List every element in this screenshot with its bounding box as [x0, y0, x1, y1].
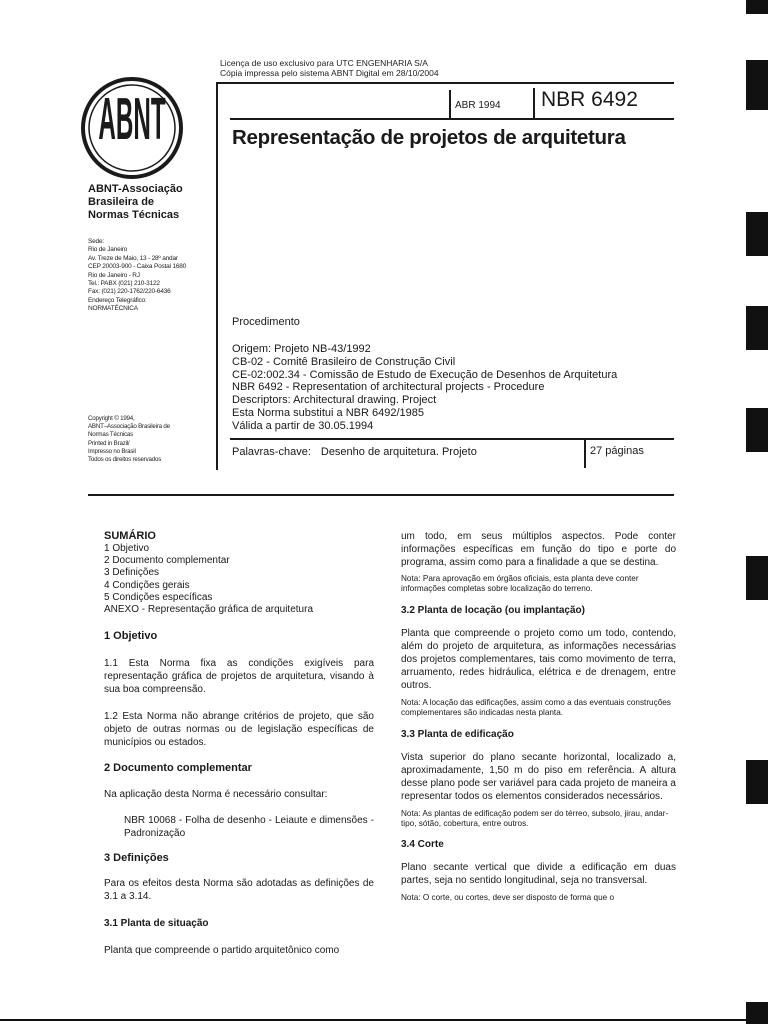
note: [401, 809, 676, 830]
keywords-rule: [230, 438, 674, 440]
copyright-line: Impresso no Brasil: [88, 447, 136, 455]
copyright-line: Normas Técnicas: [88, 431, 134, 439]
keywords-value: Desenho de arquitetura. Projeto: [320, 446, 477, 458]
paragraph: Vista superior do plano secante horizontal, localizado a, aproximadamente, 1,50 m do piso em referência. A altura desse plano pode ser variável para cada projeto de maneira a representar todos os elementos considerados necessários.: [401, 751, 676, 802]
toc-item: 1 Objetivo: [104, 543, 150, 554]
standard-number: NBR 6492: [541, 88, 638, 111]
contact-line: Fax: (021) 220-1762/220-6436: [88, 288, 171, 296]
note-label: Nota:: [401, 808, 421, 818]
contact-line: Sede:: [88, 238, 104, 245]
left-column: [104, 530, 374, 957]
scan-edge-mark: [746, 212, 768, 256]
page-bottom-rule: [0, 1019, 768, 1021]
section-heading: 1 Objetivo: [104, 630, 158, 643]
paragraph: Para os efeitos desta Norma são adotadas as definições de 3.1 a 3.14.: [104, 878, 374, 903]
scan-edge-mark: [746, 760, 768, 804]
note-label: Nota:: [401, 574, 421, 583]
subsection-heading: 3.4 Corte: [401, 839, 444, 851]
header-top-rule: [216, 82, 674, 84]
toc-item: 3 Definições: [104, 567, 160, 579]
origin-line: NBR 6492 - Representation of architectural projects - Procedure: [232, 381, 545, 394]
body-top-rule: [88, 494, 674, 496]
note-text: As plantas de edificação podem ser do térreo, subsolo, jirau, andar-tipo, sótão, cobertura, entre outros.: [401, 808, 669, 829]
toc-item: 4 Condições gerais: [104, 579, 190, 591]
document-type: Procedimento: [232, 316, 300, 328]
origin-line: Válida a partir de 30.05.1994: [232, 419, 374, 432]
copyright-line: Printed in Brazil/: [88, 439, 130, 447]
contact-line: NORMATÉCNICA: [88, 305, 138, 313]
contact-line: Rio de Janeiro - RJ: [88, 271, 140, 279]
contact-line: CEP 20003-900 - Caixa Postal 1680: [88, 263, 187, 271]
abnt-logo: [80, 76, 184, 180]
organization-contact: [88, 238, 186, 314]
scan-edge-mark: [746, 306, 768, 350]
publication-date: ABR 1994: [455, 100, 501, 111]
note-label: Nota:: [401, 697, 421, 707]
note: [401, 893, 676, 903]
scan-edge-mark: [746, 408, 768, 452]
logo-lettering: ABNT: [98, 85, 166, 152]
origin-line: Origem: Projeto NB-43/1992: [232, 343, 371, 355]
note-text: O corte, ou cortes, deve ser disposto de forma que o: [422, 893, 615, 903]
copyright-line: Todos os direitos reservados: [88, 456, 162, 464]
toc-item: 5 Condições específicas: [104, 591, 213, 603]
organization-name: [88, 183, 183, 222]
copyright-notice: [88, 415, 170, 464]
header-left-rule: [216, 84, 218, 470]
org-name-line: Normas Técnicas: [88, 209, 180, 221]
paragraph: 1.1 Esta Norma fixa as condições exigíveis para representação gráfica de projetos de arquitetura, visando à sua boa compreensão.: [104, 658, 374, 696]
contact-line: Av. Treze de Maio, 13 - 28º andar: [88, 254, 178, 262]
scan-edge-mark: [746, 0, 768, 14]
document-title: Representação de projetos de arquitetura: [232, 126, 626, 149]
right-column: [401, 530, 676, 904]
note-text: A locação das edificações, assim como a das eventuais construções complementares são indicadas nesta planta.: [401, 697, 671, 718]
toc-title: SUMÁRIO: [104, 530, 156, 542]
org-name-line: ABNT-Associação: [88, 183, 183, 195]
origin-line: CE-02:002.34 - Comissão de Estudo de Execução de Desenhos de Arquitetura: [232, 368, 618, 381]
contact-line: Endereço Telegráfico:: [88, 296, 147, 304]
note: [401, 698, 676, 719]
note-text: Para aprovação em órgãos oficiais, esta planta deve conter informações completas sobre localização do terreno.: [401, 574, 639, 594]
copyright-line: ABNT–Associação Brasileira de: [88, 423, 170, 431]
keywords: [232, 446, 477, 458]
paragraph: Plano secante vertical que divide a edificação em duas partes, seja no sentido longitudinal, seja no transversal.: [401, 862, 676, 887]
keywords-label: Palavras-chave:: [232, 446, 311, 458]
license-line: Cópia impressa pelo sistema ABNT Digital em 28/10/2004: [220, 68, 439, 78]
paragraph: um todo, em seus múltiplos aspectos. Pode conter informações específicas em função do tipo e porte do programa, assim como para a finalidade a que se destina.: [401, 531, 676, 568]
document-origin: [232, 343, 617, 433]
reference-item: NBR 10068 - Folha de desenho - Leiaute e dimensões - Padronização: [124, 815, 374, 840]
subsection-heading: 3.1 Planta de situação: [104, 918, 209, 930]
contact-line: Rio de Janeiro: [88, 246, 128, 254]
note: [401, 574, 676, 595]
origin-line: Esta Norma substitui a NBR 6492/1985: [232, 406, 424, 419]
scan-edge-mark: [746, 60, 768, 110]
origin-line: CB-02 - Comitê Brasileiro de Construção Civil: [232, 355, 456, 368]
section-heading: 2 Documento complementar: [104, 762, 252, 775]
toc-item: ANEXO - Representação gráfica de arquitetura: [104, 604, 313, 616]
title-rule: [230, 118, 674, 120]
paragraph: Na aplicação desta Norma é necessário consultar:: [104, 789, 328, 801]
subsection-heading: 3.3 Planta de edificação: [401, 728, 514, 740]
nbr-divider: [533, 88, 535, 118]
license-line: Licença de uso exclusivo para UTC ENGENHARIA S/A: [220, 58, 428, 68]
date-divider: [449, 90, 451, 118]
paragraph: Planta que compreende o projeto como um todo, contendo, além do projeto de arquitetura, as informações necessárias dos projetos complementares, tais como movimento de terra, arruamento, redes hidráulica, elétrica e de drenagem, entre outros.: [401, 627, 676, 691]
copyright-line: Copyright © 1994,: [88, 415, 135, 422]
paragraph: 1.2 Esta Norma não abrange critérios de projeto, que são objeto de outras normas ou de legislação específicas de municípios ou estados.: [104, 711, 374, 749]
scan-edge-mark: [746, 556, 768, 600]
toc-item: 2 Documento complementar: [104, 555, 230, 567]
contact-line: Tel.: PABX (021) 210-3122: [88, 280, 160, 288]
org-name-line: Brasileira de: [88, 196, 155, 208]
paragraph: Planta que compreende o partido arquitetônico como: [104, 945, 340, 957]
license-notice: [220, 58, 439, 78]
section-heading: 3 Definições: [104, 852, 169, 865]
subsection-heading: 3.2 Planta de locação (ou implantação): [401, 604, 585, 616]
pages-divider: [584, 440, 586, 468]
origin-line: Descriptors: Architectural drawing. Project: [232, 394, 437, 407]
note-label: Nota:: [401, 893, 421, 903]
page-count: 27 páginas: [590, 445, 644, 457]
